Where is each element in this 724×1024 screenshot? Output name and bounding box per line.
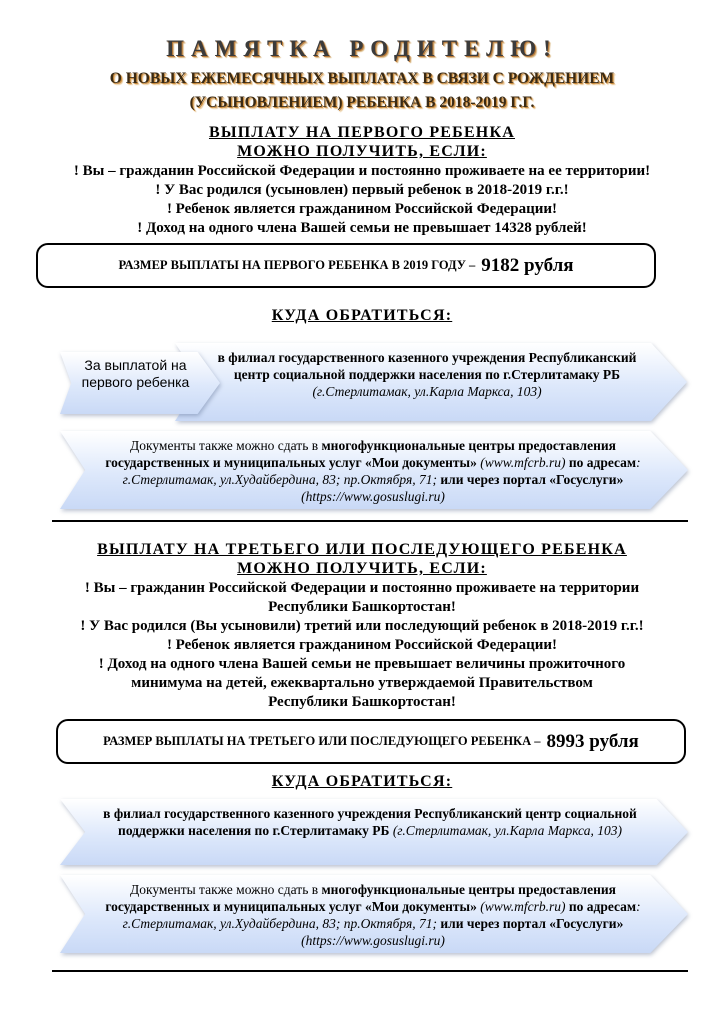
third-condition-4: ! Доход на одного члена Вашей семьи не превышает величины прожиточного <box>98 656 626 672</box>
section-divider-1 <box>52 520 688 522</box>
first-condition-4: ! Доход на одного члена Вашей семьи не превышает 14328 рублей! <box>137 220 587 236</box>
third-where-header: КУДА ОБРАТИТЬСЯ: <box>271 773 453 790</box>
first-child-header-line-2: МОЖНО ПОЛУЧИТЬ, ЕСЛИ: <box>237 143 487 160</box>
first-mfc-addresses-label: по адресам <box>568 455 637 470</box>
third-condition-1: ! Вы – гражданин Российской Федерации и постоянно проживаете на территории <box>84 580 640 596</box>
third-condition-4-cont: минимума на детей, ежеквартально утверждаемой Правительством <box>131 675 593 691</box>
third-child-header-line-1: ВЫПЛАТУ НА ТРЕТЬЕГО ИЛИ ПОСЛЕДУЮЩЕГО РЕБЕНКА <box>97 541 627 558</box>
third-mfc-arrow <box>60 875 688 953</box>
third-amount-label: РАЗМЕР ВЫПЛАТЫ НА ТРЕТЬЕГО ИЛИ ПОСЛЕДУЮЩЕГО РЕБЕНКА – <box>103 734 541 748</box>
first-mfc-intro: Документы также можно сдать в <box>130 438 322 453</box>
first-mfc-centers: многофункциональные центры предоставления государственных и муниципальных услуг «Мои документы» <box>105 438 616 470</box>
third-condition-2: ! У Вас родился (Вы усыновили) третий или последующий ребенок в 2018-2019 г.г.! <box>80 618 644 634</box>
third-amount-value: 8993 рубля <box>546 730 639 752</box>
first-tag-arrow <box>60 352 220 414</box>
third-mfc-portal: или через портал «Госуслуги» <box>437 916 624 931</box>
first-condition-3: ! Ребенок является гражданином Российской Федерации! <box>166 201 558 217</box>
first-condition-2: ! У Вас родился (усыновлен) первый ребенок в 2018-2019 г.г.! <box>155 182 569 198</box>
document-title: ПАМЯТКА РОДИТЕЛЮ! <box>166 36 558 61</box>
third-mfc-addresses-label: по адресам <box>568 899 637 914</box>
third-office-name: в филиал государственного казенного учреждения Республиканский центр социальной поддержки населения по г.Стерлитамаку РБ <box>103 806 637 838</box>
first-mfc-arrow <box>60 431 688 509</box>
first-amount-value: 9182 рубля <box>481 254 574 276</box>
first-mfc-portal: или через портал «Госуслуги» <box>437 472 624 487</box>
document-subtitle-line-2: (УСЫНОВЛЕНИЕМ) РЕБЕНКА В 2018-2019 Г.Г. <box>189 94 535 111</box>
third-mfc-centers: многофункциональные центры предоставления государственных и муниципальных услуг «Мои документы» <box>105 882 616 914</box>
first-child-header-line-1: ВЫПЛАТУ НА ПЕРВОГО РЕБЕНКА <box>208 124 516 141</box>
section-divider-2 <box>52 970 688 972</box>
first-mfc-addresses: : г.Стерлитамак, ул.Худайбердина, 83; пр.Октября, 71; <box>122 455 641 487</box>
third-mfc-site: (www.mfcrb.ru) <box>476 899 569 914</box>
first-condition-1: ! Вы – гражданин Российской Федерации и постоянно проживаете на ее территории! <box>73 163 651 179</box>
third-mfc-addresses: : г.Стерлитамак, ул.Худайбердина, 83; пр.Октября, 71; <box>122 899 641 931</box>
third-office-address: (г.Стерлитамак, ул.Карла Маркса, 103) <box>392 823 622 838</box>
third-mfc-intro: Документы также можно сдать в <box>130 882 322 897</box>
first-mfc-site: (www.mfcrb.ru) <box>476 455 569 470</box>
third-office-arrow <box>60 799 688 865</box>
third-condition-3: ! Ребенок является гражданином Российской Федерации! <box>166 637 558 653</box>
third-mfc-text <box>98 881 648 949</box>
first-where-header: КУДА ОБРАТИТЬСЯ: <box>271 307 453 324</box>
first-mfc-portal-url: (https://www.gosuslugi.ru) <box>301 489 445 504</box>
first-amount-label: РАЗМЕР ВЫПЛАТЫ НА ПЕРВОГО РЕБЕНКА В 2019 ГОДУ – <box>118 258 476 272</box>
first-tag-text: За выплатой на первого ребенка <box>81 357 190 390</box>
third-condition-4-end: Республики Башкортостан! <box>268 694 456 710</box>
first-mfc-text <box>98 437 648 505</box>
first-office-arrow <box>175 343 687 421</box>
first-amount-box <box>36 243 656 288</box>
document-subtitle-line-1: О НОВЫХ ЕЖЕМЕСЯЧНЫХ ВЫПЛАТАХ В СВЯЗИ С РОЖДЕНИЕМ <box>109 70 615 87</box>
third-condition-1-cont: Республики Башкортостан! <box>268 599 456 615</box>
first-office-address: (г.Стерлитамак, ул.Карла Маркса, 103) <box>312 384 542 399</box>
third-child-header-line-2: МОЖНО ПОЛУЧИТЬ, ЕСЛИ: <box>237 560 487 577</box>
third-amount-box <box>56 719 686 764</box>
first-office-name: в филиал государственного казенного учреждения Республиканский центр социальной поддержки населения по г.Стерлитамаку РБ <box>217 350 637 382</box>
third-mfc-portal-url: (https://www.gosuslugi.ru) <box>301 933 445 948</box>
